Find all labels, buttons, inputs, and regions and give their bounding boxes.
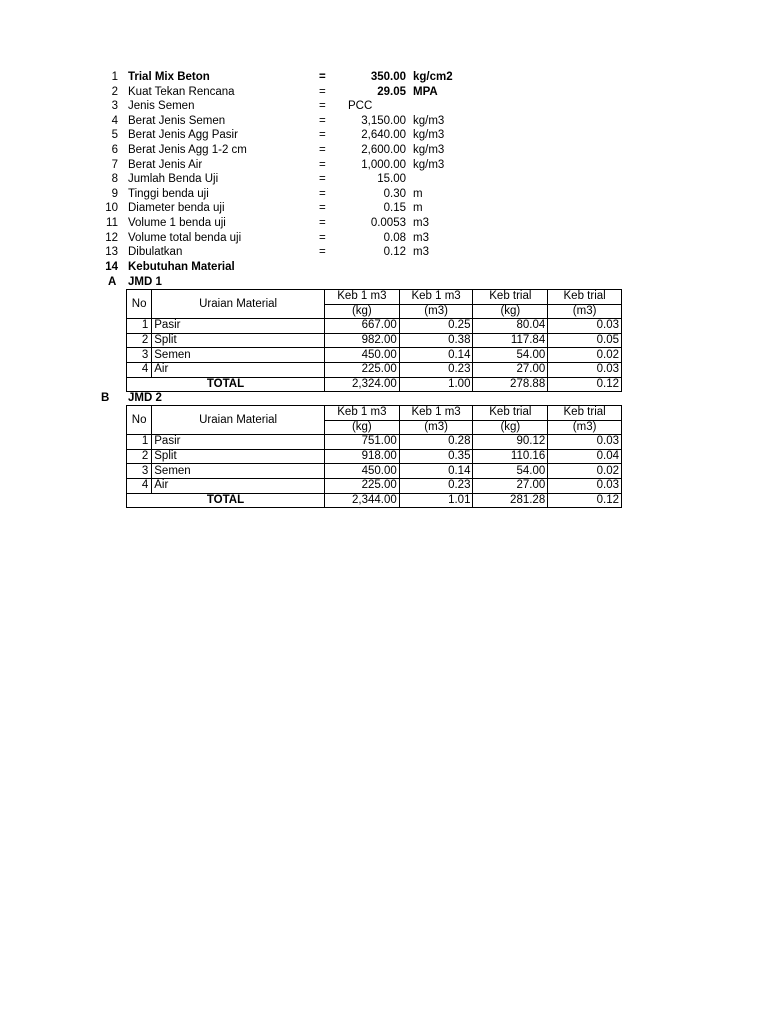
- row-material: Air: [152, 362, 325, 377]
- param-number: 4: [111, 114, 118, 127]
- param-row-3: [0, 99, 768, 114]
- row-keb-1m3-kg: 225.00: [324, 362, 399, 377]
- table-row: [127, 464, 622, 479]
- param-unit: m: [413, 187, 423, 200]
- table-row: [127, 435, 622, 450]
- unit-m3: (m3): [399, 420, 473, 435]
- row-keb-trial-kg: 110.16: [473, 449, 548, 464]
- unit-m3: (m3): [548, 304, 622, 319]
- row-keb-1m3-m3: 0.35: [399, 449, 473, 464]
- param-value: 3,150.00: [361, 114, 406, 127]
- param-unit: kg/m3: [413, 114, 445, 127]
- param-value: 15.00: [377, 173, 406, 186]
- param-equals: =: [319, 158, 326, 171]
- header-keb-trial-m3: Keb trial: [548, 290, 622, 305]
- row-no: 2: [127, 333, 152, 348]
- row-keb-trial-kg: 54.00: [473, 348, 548, 363]
- unit-m3: (m3): [548, 420, 622, 435]
- param-number: 10: [105, 202, 118, 215]
- row-keb-trial-kg: 117.84: [473, 333, 548, 348]
- table-total-row: [127, 377, 622, 392]
- header-keb-1m3-m3: Keb 1 m3: [399, 290, 473, 305]
- param-label: Volume total benda uji: [128, 231, 242, 244]
- header-keb-trial-kg: Keb trial: [473, 290, 548, 305]
- param-number: 6: [111, 144, 118, 156]
- param-label: Jenis Semen: [128, 100, 195, 113]
- param-text-value: PCC: [348, 100, 373, 113]
- param-equals: =: [319, 129, 326, 142]
- header-keb-1m3-kg: Keb 1 m3: [324, 406, 399, 421]
- row-no: 4: [127, 362, 152, 377]
- row-keb-1m3-m3: 0.38: [399, 333, 473, 348]
- row-keb-trial-kg: 27.00: [473, 478, 548, 493]
- row-keb-trial-m3: 0.05: [548, 333, 622, 348]
- jmd1-letter: A: [108, 276, 117, 288]
- param-row-11: [0, 216, 768, 231]
- param-value: 350.00: [370, 71, 406, 83]
- total-keb-trial-kg: 278.88: [473, 377, 548, 392]
- row-no: 1: [127, 435, 152, 450]
- param-value: 0.30: [383, 187, 406, 200]
- jmd2-table: [126, 405, 622, 508]
- param-number: 8: [111, 173, 118, 186]
- param-label: Berat Jenis Semen: [128, 114, 226, 127]
- row-material: Split: [152, 333, 325, 348]
- param-label: Diameter benda uji: [128, 202, 225, 215]
- param-equals: =: [319, 187, 326, 200]
- row-material: Air: [152, 478, 325, 493]
- row-material: Split: [152, 449, 325, 464]
- header-uraian-material: Uraian Material: [152, 290, 325, 319]
- row-no: 4: [127, 478, 152, 493]
- table-row: [127, 362, 622, 377]
- row-keb-trial-kg: 80.04: [473, 319, 548, 334]
- param-label: Berat Jenis Agg 1-2 cm: [128, 144, 247, 156]
- table-header-row: [127, 290, 622, 305]
- param-equals: =: [319, 246, 326, 259]
- param-value: 0.08: [383, 231, 406, 244]
- param-number: 5: [111, 129, 118, 142]
- total-keb-1m3-m3: 1.01: [399, 493, 473, 508]
- param-unit: MPA: [413, 85, 438, 98]
- table-row: [127, 478, 622, 493]
- row-keb-trial-m3: 0.04: [548, 449, 622, 464]
- table-row: [127, 333, 622, 348]
- param-row-7: [0, 158, 768, 173]
- param-row-1: [0, 70, 768, 85]
- jmd1-table: [126, 289, 622, 392]
- row-no: 2: [127, 449, 152, 464]
- param-unit: kg/m3: [413, 144, 445, 156]
- unit-m3: (m3): [399, 304, 473, 319]
- section-14-number: 14: [105, 261, 118, 273]
- row-keb-trial-m3: 0.02: [548, 464, 622, 479]
- param-equals: =: [319, 173, 326, 186]
- param-row-5: [0, 128, 768, 143]
- param-number: 2: [111, 85, 118, 98]
- header-keb-1m3-m3: Keb 1 m3: [399, 406, 473, 421]
- row-no: 1: [127, 319, 152, 334]
- row-keb-1m3-m3: 0.28: [399, 435, 473, 450]
- header-keb-1m3-kg: Keb 1 m3: [324, 290, 399, 305]
- row-keb-trial-m3: 0.03: [548, 478, 622, 493]
- param-label: Jumlah Benda Uji: [128, 173, 219, 186]
- unit-kg: (kg): [473, 304, 548, 319]
- param-number: 7: [111, 158, 118, 171]
- param-equals: =: [319, 114, 326, 127]
- param-equals: =: [319, 71, 326, 83]
- row-keb-trial-m3: 0.03: [548, 319, 622, 334]
- table-row: [127, 348, 622, 363]
- param-row-2: [0, 85, 768, 100]
- param-value: 0.12: [383, 246, 406, 259]
- param-number: 1: [111, 71, 118, 83]
- row-keb-1m3-kg: 982.00: [324, 333, 399, 348]
- row-keb-1m3-kg: 751.00: [324, 435, 399, 450]
- param-number: 12: [105, 231, 118, 244]
- row-keb-1m3-m3: 0.14: [399, 464, 473, 479]
- header-keb-trial-kg: Keb trial: [473, 406, 548, 421]
- table-row: [127, 449, 622, 464]
- param-label: Tinggi benda uji: [128, 187, 209, 200]
- row-material: Pasir: [152, 319, 325, 334]
- row-keb-trial-kg: 27.00: [473, 362, 548, 377]
- param-unit: m3: [413, 246, 429, 259]
- row-keb-1m3-m3: 0.23: [399, 362, 473, 377]
- row-keb-1m3-kg: 450.00: [324, 348, 399, 363]
- param-unit: m3: [413, 231, 429, 244]
- jmd2-title: JMD 2: [128, 392, 162, 404]
- total-keb-trial-m3: 0.12: [548, 493, 622, 508]
- header-no: No: [127, 290, 152, 319]
- row-keb-trial-m3: 0.03: [548, 435, 622, 450]
- param-value: 0.0053: [370, 217, 406, 229]
- param-unit: m3: [413, 217, 429, 229]
- row-keb-trial-m3: 0.03: [548, 362, 622, 377]
- param-label: Trial Mix Beton: [128, 71, 210, 83]
- jmd1-title: JMD 1: [128, 276, 162, 288]
- param-row-4: [0, 114, 768, 129]
- unit-kg: (kg): [324, 304, 399, 319]
- table-row: [127, 319, 622, 334]
- row-keb-1m3-kg: 918.00: [324, 449, 399, 464]
- param-equals: =: [319, 217, 326, 229]
- param-number: 3: [111, 100, 118, 113]
- unit-kg: (kg): [324, 420, 399, 435]
- param-unit: kg/m3: [413, 129, 445, 142]
- header-no: No: [127, 406, 152, 435]
- param-equals: =: [319, 100, 326, 113]
- row-keb-1m3-m3: 0.14: [399, 348, 473, 363]
- param-row-9: [0, 187, 768, 202]
- total-keb-1m3-kg: 2,344.00: [324, 493, 399, 508]
- header-keb-trial-m3: Keb trial: [548, 406, 622, 421]
- row-material: Semen: [152, 348, 325, 363]
- total-keb-1m3-m3: 1.00: [399, 377, 473, 392]
- param-number: 11: [106, 217, 118, 229]
- param-unit: kg/m3: [413, 158, 445, 171]
- row-keb-trial-m3: 0.02: [548, 348, 622, 363]
- param-value: 1,000.00: [361, 158, 406, 171]
- param-number: 13: [105, 246, 118, 259]
- param-label: Dibulatkan: [128, 246, 183, 259]
- param-value: 2,600.00: [361, 144, 406, 156]
- param-unit: m: [413, 202, 423, 215]
- param-value: 29.05: [377, 85, 406, 98]
- param-row-13: [0, 245, 768, 260]
- param-number: 9: [111, 187, 118, 200]
- section-14-title: Kebutuhan Material: [128, 261, 235, 273]
- param-row-6: [0, 143, 768, 158]
- param-equals: =: [319, 231, 326, 244]
- row-keb-1m3-m3: 0.23: [399, 478, 473, 493]
- param-label: Volume 1 benda uji: [128, 217, 226, 229]
- param-equals: =: [319, 202, 326, 215]
- param-row-12: [0, 231, 768, 246]
- param-unit: kg/cm2: [413, 71, 453, 83]
- row-material: Pasir: [152, 435, 325, 450]
- table-total-row: [127, 493, 622, 508]
- row-no: 3: [127, 348, 152, 363]
- param-equals: =: [319, 144, 326, 156]
- row-keb-1m3-kg: 450.00: [324, 464, 399, 479]
- row-no: 3: [127, 464, 152, 479]
- total-label: TOTAL: [127, 493, 325, 508]
- param-label: Berat Jenis Air: [128, 158, 203, 171]
- row-keb-1m3-m3: 0.25: [399, 319, 473, 334]
- row-material: Semen: [152, 464, 325, 479]
- total-keb-trial-kg: 281.28: [473, 493, 548, 508]
- param-label: Berat Jenis Agg Pasir: [128, 129, 238, 142]
- param-label: Kuat Tekan Rencana: [128, 85, 235, 98]
- param-row-10: [0, 201, 768, 216]
- unit-kg: (kg): [473, 420, 548, 435]
- table-header-row: [127, 406, 622, 421]
- param-value: 0.15: [383, 202, 406, 215]
- row-keb-1m3-kg: 667.00: [324, 319, 399, 334]
- row-keb-trial-kg: 54.00: [473, 464, 548, 479]
- total-keb-trial-m3: 0.12: [548, 377, 622, 392]
- param-row-8: [0, 172, 768, 187]
- total-label: TOTAL: [127, 377, 325, 392]
- row-keb-trial-kg: 90.12: [473, 435, 548, 450]
- param-equals: =: [319, 85, 326, 98]
- param-value: 2,640.00: [361, 129, 406, 142]
- header-uraian-material: Uraian Material: [152, 406, 325, 435]
- row-keb-1m3-kg: 225.00: [324, 478, 399, 493]
- jmd2-letter: B: [101, 392, 110, 404]
- total-keb-1m3-kg: 2,324.00: [324, 377, 399, 392]
- section-14-row: [0, 260, 768, 275]
